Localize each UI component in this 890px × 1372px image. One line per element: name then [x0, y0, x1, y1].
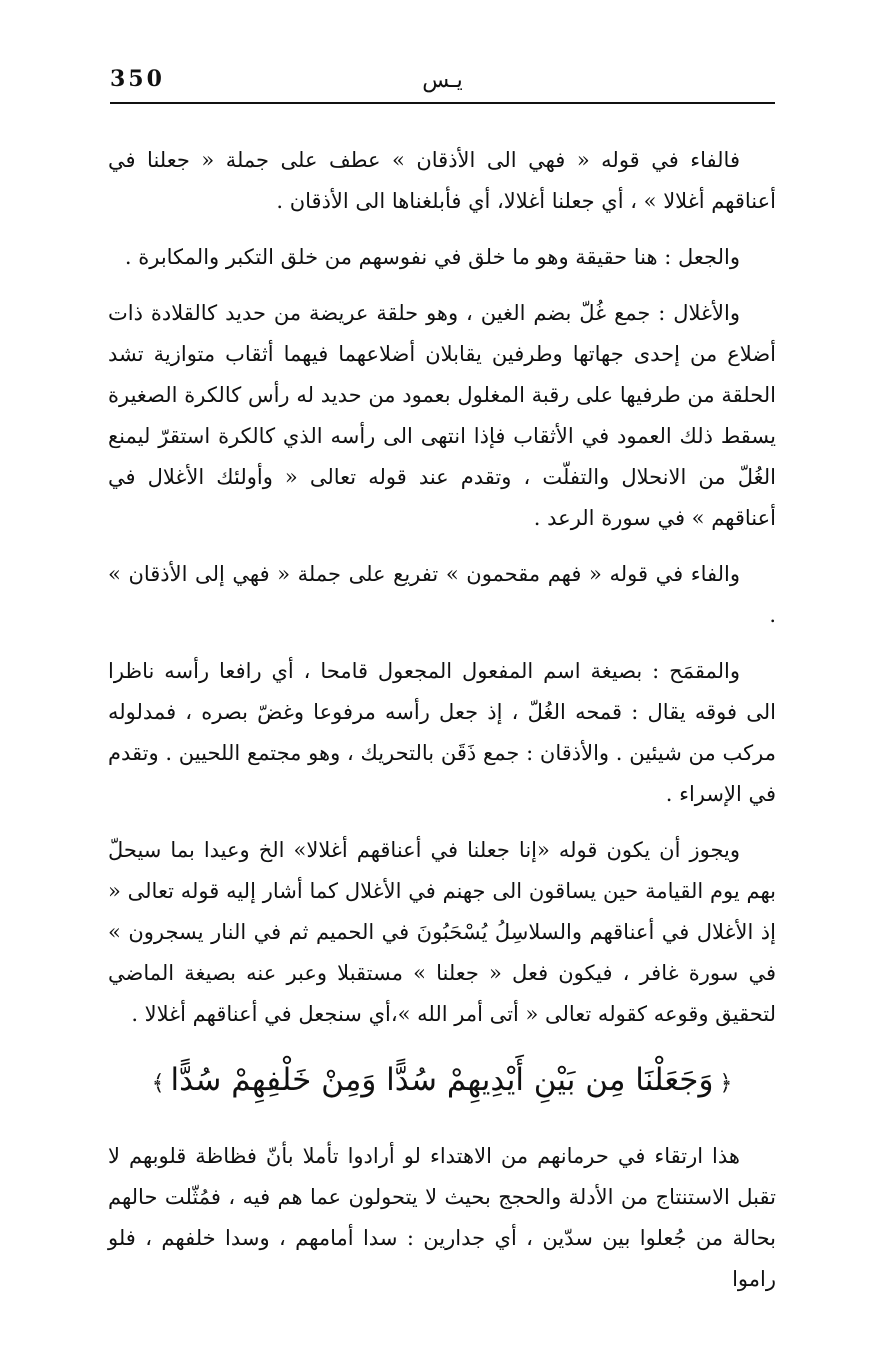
- paragraph: ويجوز أن يكون قوله «إنا جعلنا في أعناقهم أغلالا» الخ وعيدا بما سيحلّ بهم يوم القيامة حين يساقون الى جهنم في الأغلال كما أشار إليه قوله تعالى « إذ الأغلال في أعناقهم والسلاسِلُ يُسْحَبُونَ في الحميم ثم في النار يسجرون » في سورة غافر ، فيكون فعل « جعلنا » مستقبلا وعبر عنه بصيغة الماضي لتحقيق وقوعه كقوله تعالى « أتى أمر الله »،أي سنجعل في أعناقهم أغلالا .: [108, 838, 776, 1026]
- paragraph: فالفاء في قوله « فهي الى الأذقان » عطف على جملة « جعلنا في أعناقهم أغلالا » ، أي جعلنا أغلالا، أي فأبلغناها الى الأذقان .: [108, 148, 776, 213]
- verse-ornament-open: ﴿: [719, 1071, 733, 1096]
- paragraph: والمقمَح : بصيغة اسم المفعول المجعول قامحا ، أي رافعا رأسه ناظرا الى فوقه يقال : قمحه الغُلّ ، إذ جعل رأسه مرفوعا وغضّ بصره ، فمدلوله مركب من شيئين . والأذقان : جمع ذَقَن بالتحريك ، وهو مجتمع اللحيين . وتقدم في الإسراء .: [108, 659, 776, 806]
- running-title: يـس: [422, 68, 463, 93]
- quran-verse: [108, 1050, 776, 1114]
- paragraph: والأغلال : جمع غُلّ بضم الغين ، وهو حلقة عريضة من حديد كالقلادة ذات أضلاع من إحدى جهاتها وطرفين يقابلان أضلاعهما فيهما أثقاب متوازية تشد الحلقة من طرفيها على رقبة المغلول بعمود من حديد له رأس كالكرة الصغيرة يسقط ذلك العمود في الأثقاب فإذا انتهى الى رأسه الذي كالكرة استقرّ ليمنع الغُلّ من الانحلال والتفلّت ، وتقدم عند قوله تعالى « وأولئك الأغلال في أعناقهم » في سورة الرعد .: [108, 301, 776, 530]
- paragraph: هذا ارتقاء في حرمانهم من الاهتداء لو أرادوا تأملا بأنّ فظاظة قلوبهم لا تقبل الاستنتاج من الأدلة والحجج بحيث لا يتحولون عما هم فيه ، فمُثّلت حالهم بحالة من جُعلوا بين سدّين ، أي جدارين : سدا أمامهم ، وسدا خلفهم ، فلو راموا: [108, 1144, 776, 1291]
- body-text: [108, 140, 776, 1315]
- verse-ornament-close: ﴾: [151, 1071, 165, 1096]
- paragraph: والجعل : هنا حقيقة وهو ما خلق في نفوسهم من خلق التكبر والمكابرة .: [124, 245, 740, 269]
- page-number: 350: [110, 66, 165, 92]
- page-header: [110, 62, 775, 102]
- verse-text: وَجَعَلْنَا مِن بَيْنِ أَيْدِيهِمْ سُدًّا وَمِنْ خَلْفِهِمْ سُدًّا: [170, 1062, 714, 1098]
- paragraph: والفاء في قوله « فهم مقحمون » تفريع على جملة « فهي إلى الأذقان » .: [108, 562, 776, 627]
- header-rule: [110, 102, 775, 104]
